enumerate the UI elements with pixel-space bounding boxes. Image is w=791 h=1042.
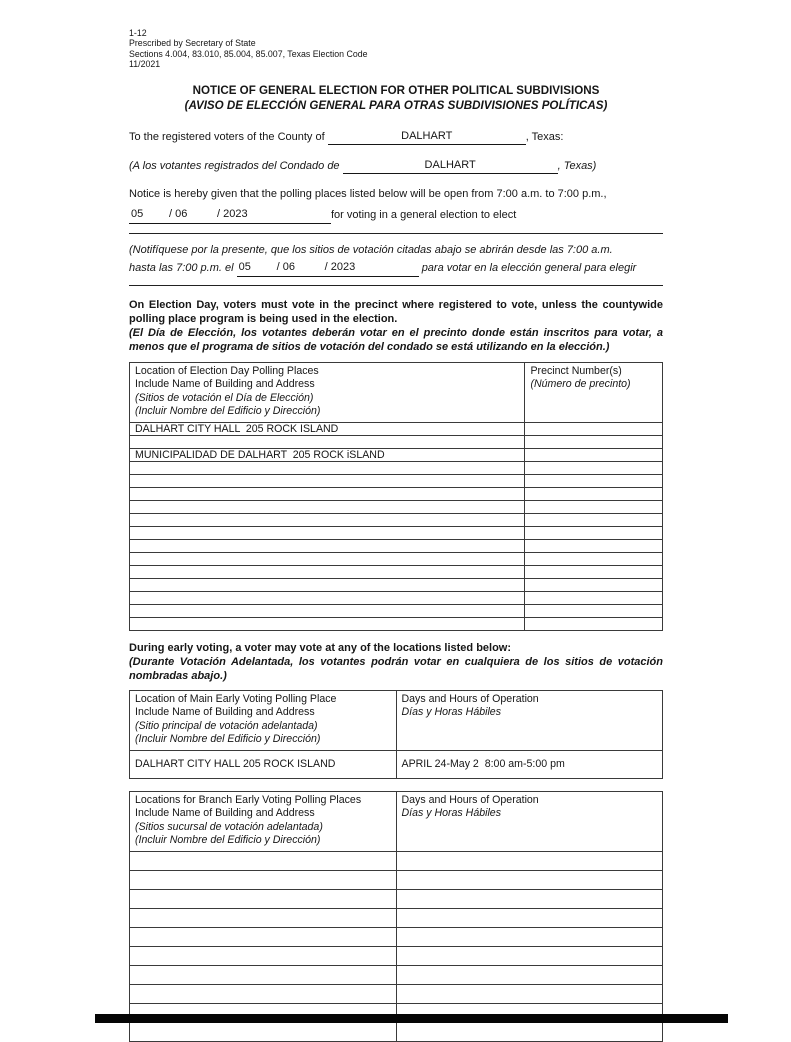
main-early-location-cell: DALHART CITY HALL 205 ROCK ISLAND (130, 750, 397, 778)
branch-early-location-cell (130, 984, 397, 1003)
branch-early-voting-row (130, 946, 663, 965)
early-voting-heading-es: (Durante Votación Adelantada, los votantes podrán votar en cualquiera de los sitios de votación nombradas abajo.) (129, 655, 663, 682)
polling-place-precinct-cell (525, 500, 663, 513)
polling-place-precinct-cell (525, 461, 663, 474)
header-line-4-es: (Incluir Nombre del Edificio y Dirección) (135, 834, 321, 847)
header-line-1: Locations for Branch Early Voting Polling Places (135, 793, 362, 806)
polling-place-row (130, 526, 663, 539)
polling-place-precinct-cell (525, 591, 663, 604)
branch-early-hours-cell (396, 965, 663, 984)
branch-early-hours-cell (396, 927, 663, 946)
polling-place-location-cell (130, 513, 525, 526)
polling-place-location-cell: DALHART CITY HALL 205 ROCK ISLAND (130, 422, 525, 435)
branch-early-location-cell (130, 965, 397, 984)
polling-places-header-cell (130, 362, 525, 422)
main-early-table-header (130, 690, 663, 750)
polling-place-precinct-cell (525, 487, 663, 500)
polling-place-location-cell (130, 435, 525, 448)
polling-place-precinct-cell (525, 448, 663, 461)
election-date-year-es: / 2023 (323, 259, 383, 277)
branch-early-voting-row (130, 908, 663, 927)
branch-early-voting-row (130, 984, 663, 1003)
election-day-rule-es: (El Día de Elección, los votantes deberán votar en el precinto donde están inscritos para votar, a menos que el programa de sitios de votación del condado se está utilizando en la elección.) (129, 326, 663, 353)
header-line-4-es: (Incluir Nombre del Edificio y Dirección) (135, 405, 321, 418)
branch-early-location-cell (130, 1022, 397, 1041)
polling-place-location-cell (130, 461, 525, 474)
addressee-es-pre: (A los votantes registrados del Condado de (129, 159, 340, 172)
branch-early-voting-row (130, 965, 663, 984)
branch-early-hours-cell (396, 908, 663, 927)
branch-early-location-cell (130, 946, 397, 965)
form-meta-block (129, 28, 663, 70)
main-early-hours-header-cell (396, 690, 663, 750)
election-date-line-en (129, 206, 663, 224)
scanned-form-page (129, 28, 663, 1042)
offices-write-in-line-es (129, 285, 663, 286)
polling-place-precinct-cell (525, 552, 663, 565)
addressee-line-en (129, 129, 663, 145)
form-number: 1-12 (129, 28, 147, 38)
offices-write-in-line-en (129, 233, 663, 234)
main-early-voting-row (130, 750, 663, 778)
branch-early-hours-cell (396, 870, 663, 889)
polling-place-location-cell: MUNICIPALIDAD DE DALHART 205 ROCK iSLAND (130, 448, 525, 461)
election-date-line-es (129, 259, 663, 277)
election-date-day-es: / 06 (275, 259, 323, 277)
precinct-header-en: Precinct Number(s) (530, 364, 622, 377)
polling-place-row (130, 474, 663, 487)
main-early-location-header-cell (130, 690, 397, 750)
polling-place-row (130, 552, 663, 565)
branch-early-hours-cell (396, 1022, 663, 1041)
polling-place-precinct-cell (525, 539, 663, 552)
branch-early-hours-cell (396, 984, 663, 1003)
main-early-hours-cell: APRIL 24-May 2 8:00 am-5:00 pm (396, 750, 663, 778)
branch-early-hours-cell (396, 889, 663, 908)
county-value-es: DALHART (424, 158, 476, 171)
polling-place-row (130, 513, 663, 526)
notice-es-pre-date: hasta las 7:00 p.m. el (129, 261, 234, 274)
addressee-en-pre: To the registered voters of the County of (129, 130, 325, 143)
polling-place-location-cell (130, 539, 525, 552)
polling-place-precinct-cell (525, 474, 663, 487)
polling-place-row (130, 604, 663, 617)
hours-header-es: Días y Horas Hábiles (401, 706, 501, 719)
county-blank-es (343, 158, 558, 174)
addressee-line-es (129, 158, 663, 174)
branch-early-hours-header-cell (396, 791, 663, 851)
branch-early-hours-cell (396, 851, 663, 870)
polling-place-location-cell (130, 604, 525, 617)
header-line-3-es: (Sitio principal de votación adelantada) (135, 719, 318, 732)
branch-early-location-cell (130, 870, 397, 889)
branch-early-voting-row (130, 889, 663, 908)
election-date-blank-tail-es (383, 260, 419, 277)
header-line-3-es: (Sitios de votación el Día de Elección) (135, 391, 314, 404)
polling-place-row (130, 422, 663, 435)
polling-place-location-cell (130, 487, 525, 500)
branch-early-voting-row (130, 851, 663, 870)
polling-place-location-cell (130, 617, 525, 630)
polling-place-location-cell (130, 552, 525, 565)
polling-place-precinct-cell (525, 435, 663, 448)
branch-early-hours-cell (396, 946, 663, 965)
addressee-en-post: , Texas: (525, 130, 564, 143)
polling-place-location-cell (130, 578, 525, 591)
branch-early-location-cell (130, 908, 397, 927)
main-early-voting-table (129, 690, 663, 779)
county-value-en: DALHART (401, 129, 453, 142)
county-blank-en (328, 129, 526, 145)
polling-place-precinct-cell (525, 422, 663, 435)
polling-place-location-cell (130, 526, 525, 539)
polling-place-row (130, 487, 663, 500)
notice-after-date-es: para votar en la elección general para elegir (421, 261, 637, 274)
notice-line-en: Notice is hereby given that the polling places listed below will be open from 7:00 a.m. to 7:00 p.m., (129, 187, 607, 200)
hours-header-en: Days and Hours of Operation (401, 692, 539, 705)
election-day-table-header (130, 362, 663, 422)
polling-place-precinct-cell (525, 617, 663, 630)
header-line-2: Include Name of Building and Address (135, 706, 315, 719)
branch-early-location-cell (130, 927, 397, 946)
branch-early-location-header-cell (130, 791, 397, 851)
election-day-polling-table (129, 362, 663, 631)
polling-place-row (130, 578, 663, 591)
polling-place-row (130, 461, 663, 474)
polling-place-row (130, 448, 663, 461)
header-line-3-es: (Sitios sucursal de votación adelantada) (135, 820, 323, 833)
election-date-day: / 06 (167, 206, 215, 224)
header-line-2: Include Name of Building and Address (135, 807, 315, 820)
header-line-2: Include Name of Building and Address (135, 378, 315, 391)
polling-place-row (130, 500, 663, 513)
branch-early-voting-row (130, 927, 663, 946)
polling-place-row (130, 591, 663, 604)
scan-artifact-bar (95, 1014, 728, 1023)
polling-place-row (130, 565, 663, 578)
branch-early-voting-row (130, 1022, 663, 1041)
code-sections-line: Sections 4.004, 83.010, 85.004, 85.007, Texas Election Code (129, 48, 368, 59)
branch-early-table-header (130, 791, 663, 851)
branch-early-voting-row (130, 870, 663, 889)
notice-line-es-1: (Notifíquese por la presente, que los sitios de votación citadas abajo se abrirán desde las 7:00 a.m. (129, 243, 613, 256)
form-title (129, 83, 663, 113)
hours-header-en: Days and Hours of Operation (401, 793, 539, 806)
header-line-1: Location of Main Early Voting Polling Place (135, 692, 337, 705)
polling-place-row (130, 539, 663, 552)
branch-early-voting-table (129, 791, 663, 1042)
polling-place-precinct-cell (525, 578, 663, 591)
form-title-es: (AVISO DE ELECCIÓN GENERAL PARA OTRAS SUBDIVISIONES POLÍTICAS) (184, 98, 608, 112)
polling-place-location-cell (130, 565, 525, 578)
precinct-header-cell (525, 362, 663, 422)
polling-place-location-cell (130, 500, 525, 513)
revision-date: 11/2021 (129, 59, 161, 70)
polling-place-precinct-cell (525, 526, 663, 539)
election-date-month-es: 05 (237, 259, 275, 277)
branch-early-location-cell (130, 851, 397, 870)
notice-after-date-en: for voting in a general election to elect (331, 208, 517, 221)
election-day-rule-en: On Election Day, voters must vote in the precinct where registered to vote, unless the countywide polling place program is being used in the election. (129, 298, 663, 325)
polling-place-location-cell (130, 591, 525, 604)
addressee-es-post: , Texas) (557, 159, 597, 172)
polling-place-location-cell (130, 474, 525, 487)
election-date-year: / 2023 (215, 206, 275, 224)
header-line-4-es: (Incluir Nombre del Edificio y Dirección) (135, 733, 321, 746)
election-date-blank-tail (275, 207, 331, 224)
precinct-header-es: (Número de precinto) (530, 378, 631, 391)
polling-place-row (130, 617, 663, 630)
hours-header-es: Días y Horas Hábiles (401, 807, 501, 820)
polling-place-precinct-cell (525, 604, 663, 617)
polling-place-row (130, 435, 663, 448)
form-title-en: NOTICE OF GENERAL ELECTION FOR OTHER POLITICAL SUBDIVISIONS (192, 83, 600, 97)
prescribed-by-line: Prescribed by Secretary of State (129, 38, 256, 49)
branch-early-location-cell (130, 889, 397, 908)
election-date-month: 05 (129, 206, 167, 224)
polling-place-precinct-cell (525, 565, 663, 578)
early-voting-heading-en: During early voting, a voter may vote at any of the locations listed below: (129, 641, 512, 654)
header-line-1: Location of Election Day Polling Places (135, 364, 319, 377)
polling-place-precinct-cell (525, 513, 663, 526)
